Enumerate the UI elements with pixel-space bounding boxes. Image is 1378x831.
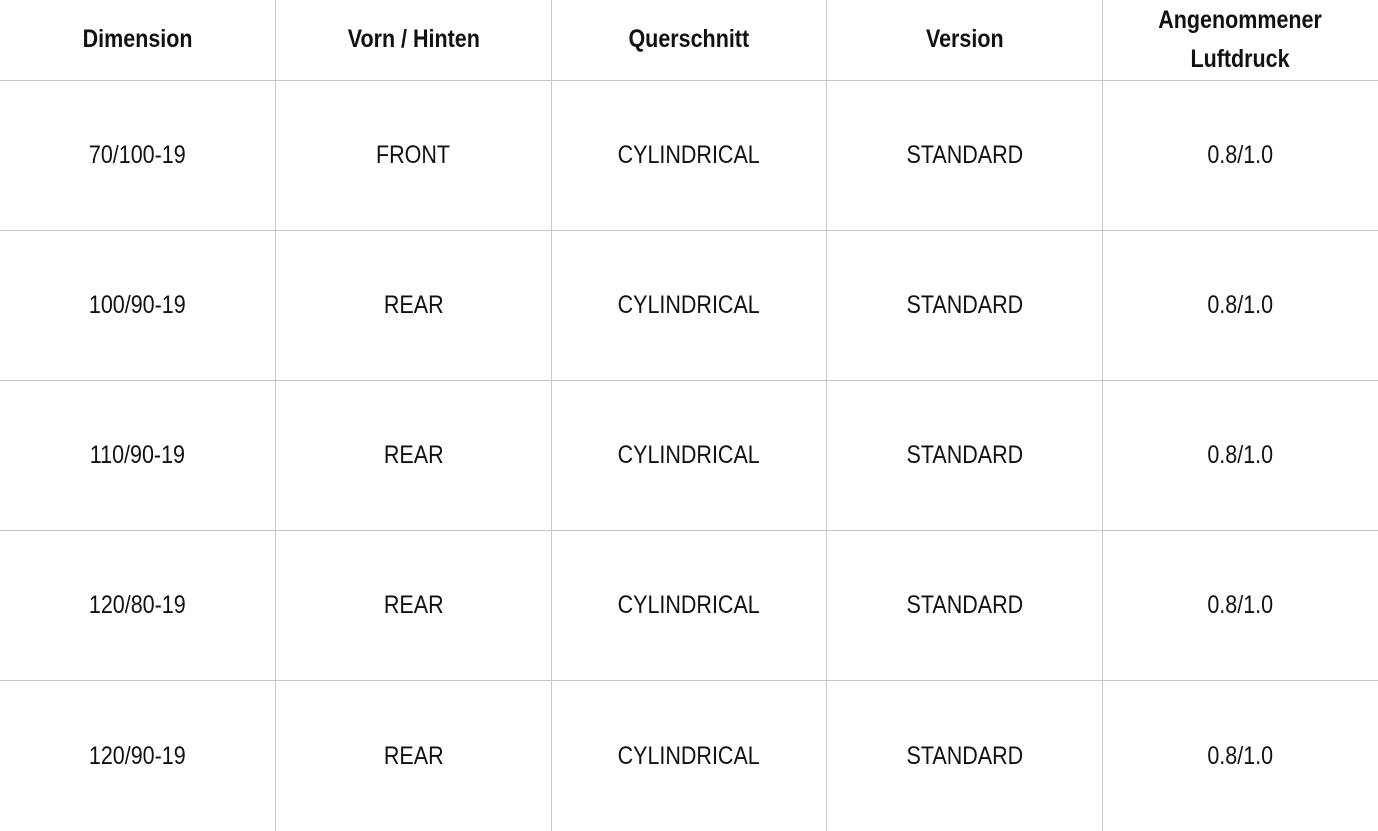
cell-text: 0.8/1.0 <box>1207 591 1274 620</box>
header-label: Vorn / Hinten <box>347 25 480 54</box>
table-row <box>0 230 1378 380</box>
cell-text: REAR <box>383 591 444 620</box>
cell-front-rear <box>276 230 552 380</box>
cell-text: STANDARD <box>906 290 1023 319</box>
cell-text: CYLINDRICAL <box>617 440 761 469</box>
cell-cross-section <box>551 681 827 831</box>
cell-text: STANDARD <box>906 741 1023 770</box>
header-row <box>0 0 1378 80</box>
cell-front-rear <box>276 531 552 681</box>
header-version <box>846 0 1083 80</box>
cell-text: CYLINDRICAL <box>617 741 761 770</box>
cell-front-rear <box>276 380 552 530</box>
cell-text: 0.8/1.0 <box>1207 741 1274 770</box>
cell-air-pressure <box>1102 531 1378 681</box>
cell-version <box>827 380 1103 530</box>
cell-text: 120/90-19 <box>89 741 186 770</box>
cell-dimension <box>0 380 276 530</box>
cell-text: 110/90-19 <box>89 440 186 469</box>
cell-air-pressure <box>1102 80 1378 230</box>
cell-cross-section <box>551 80 827 230</box>
cell-version <box>827 681 1103 831</box>
cell-dimension <box>0 230 276 380</box>
table-row <box>0 531 1378 681</box>
header-label: Version <box>925 25 1004 54</box>
cell-dimension <box>0 80 276 230</box>
cell-text: FRONT <box>376 140 451 169</box>
cell-text: STANDARD <box>906 140 1023 169</box>
cell-version <box>827 531 1103 681</box>
cell-cross-section <box>551 230 827 380</box>
cell-text: REAR <box>383 290 444 319</box>
cell-front-rear <box>276 681 552 831</box>
table-row <box>0 681 1378 831</box>
table-row <box>0 380 1378 530</box>
cell-text: REAR <box>383 440 444 469</box>
header-cross-section <box>570 0 807 80</box>
cell-text: 0.8/1.0 <box>1207 140 1274 169</box>
header-front-rear <box>295 0 532 80</box>
cell-cross-section <box>551 531 827 681</box>
table-header <box>0 0 1378 80</box>
cell-cross-section <box>551 380 827 530</box>
header-air-pressure <box>1122 0 1359 80</box>
header-dimension <box>19 0 256 80</box>
cell-air-pressure <box>1102 380 1378 530</box>
cell-text: CYLINDRICAL <box>617 591 761 620</box>
header-label: Angenommener Luftdruck <box>1158 6 1323 73</box>
cell-text: 120/80-19 <box>89 591 186 620</box>
cell-text: STANDARD <box>906 440 1023 469</box>
cell-text: STANDARD <box>906 591 1023 620</box>
cell-dimension <box>0 681 276 831</box>
cell-text: 70/100-19 <box>89 140 186 169</box>
cell-text: REAR <box>383 741 444 770</box>
cell-text: 0.8/1.0 <box>1207 440 1274 469</box>
cell-air-pressure <box>1102 681 1378 831</box>
table-row <box>0 80 1378 230</box>
cell-version <box>827 80 1103 230</box>
cell-text: CYLINDRICAL <box>617 140 761 169</box>
cell-text: CYLINDRICAL <box>617 290 761 319</box>
header-label: Querschnitt <box>628 25 750 54</box>
cell-dimension <box>0 531 276 681</box>
header-label: Dimension <box>82 25 193 54</box>
cell-front-rear <box>276 80 552 230</box>
cell-text: 100/90-19 <box>89 290 186 319</box>
cell-version <box>827 230 1103 380</box>
cell-text: 0.8/1.0 <box>1207 290 1274 319</box>
table-body <box>0 80 1378 831</box>
cell-air-pressure <box>1102 230 1378 380</box>
